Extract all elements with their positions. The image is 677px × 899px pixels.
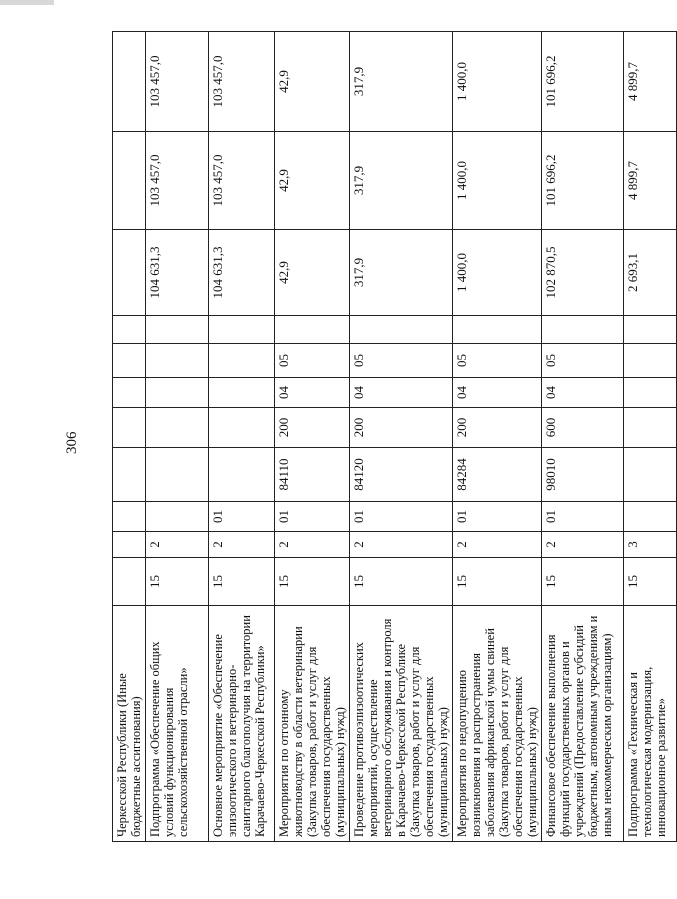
table-row	[453, 32, 542, 842]
expense-type-code	[209, 408, 275, 448]
main-event-code	[624, 502, 677, 532]
table-row	[146, 32, 209, 842]
amount-year-3: 1 400,0	[453, 32, 542, 132]
direction-code: 98010	[542, 448, 624, 502]
table-row	[209, 32, 275, 842]
program-code: 15	[275, 558, 350, 606]
subsection-code: 05	[275, 344, 350, 378]
scan-edge-mark	[0, 0, 54, 5]
extra-code	[542, 316, 624, 344]
subsection-code	[113, 344, 146, 378]
table-row	[350, 32, 453, 842]
section-code	[624, 378, 677, 408]
expense-type-code	[146, 408, 209, 448]
amount-year-3: 103 457,0	[146, 32, 209, 132]
main-event-code: 01	[453, 502, 542, 532]
subprogram-code: 2	[275, 532, 350, 558]
amount-year-2: 4 899,7	[624, 132, 677, 230]
section-code: 04	[542, 378, 624, 408]
extra-code	[453, 316, 542, 344]
subsection-code	[624, 344, 677, 378]
direction-code	[624, 448, 677, 502]
budget-table-frame	[112, 32, 668, 842]
table-row	[542, 32, 624, 842]
amount-year-1: 42,9	[275, 230, 350, 316]
amount-year-1: 2 693,1	[624, 230, 677, 316]
main-event-code: 01	[350, 502, 453, 532]
amount-year-3	[113, 32, 146, 132]
amount-year-3: 101 696,2	[542, 32, 624, 132]
row-name: Подпрограмма «Техническая и технологическая модернизация, инновационное развитие»	[624, 606, 677, 842]
table-row	[624, 32, 677, 842]
amount-year-1: 317,9	[350, 230, 453, 316]
direction-code: 84120	[350, 448, 453, 502]
expense-type-code: 200	[350, 408, 453, 448]
amount-year-3: 4 899,7	[624, 32, 677, 132]
amount-year-2: 103 457,0	[209, 132, 275, 230]
direction-code	[113, 448, 146, 502]
page-number: 306	[64, 431, 80, 454]
main-event-code	[146, 502, 209, 532]
section-code: 04	[350, 378, 453, 408]
extra-code	[146, 316, 209, 344]
main-event-code: 01	[275, 502, 350, 532]
section-code: 04	[275, 378, 350, 408]
expense-type-code: 200	[453, 408, 542, 448]
row-name: Подпрограмма «Обеспечение общих условий функционирования сельскохозяйственной отрасли»	[146, 606, 209, 842]
section-code: 04	[453, 378, 542, 408]
program-code: 15	[624, 558, 677, 606]
main-event-code: 01	[209, 502, 275, 532]
amount-year-1: 102 870,5	[542, 230, 624, 316]
program-code: 15	[146, 558, 209, 606]
direction-code	[146, 448, 209, 502]
amount-year-2	[113, 132, 146, 230]
extra-code	[113, 316, 146, 344]
direction-code: 84110	[275, 448, 350, 502]
amount-year-3: 42,9	[275, 32, 350, 132]
amount-year-2: 317,9	[350, 132, 453, 230]
expense-type-code	[624, 408, 677, 448]
program-code: 15	[542, 558, 624, 606]
amount-year-2: 101 696,2	[542, 132, 624, 230]
subsection-code: 05	[542, 344, 624, 378]
direction-code: 84284	[453, 448, 542, 502]
subsection-code: 05	[350, 344, 453, 378]
subprogram-code: 2	[146, 532, 209, 558]
section-code	[146, 378, 209, 408]
subprogram-code: 2	[542, 532, 624, 558]
amount-year-3: 103 457,0	[209, 32, 275, 132]
amount-year-1: 104 631,3	[209, 230, 275, 316]
section-code	[209, 378, 275, 408]
amount-year-2: 103 457,0	[146, 132, 209, 230]
main-event-code	[113, 502, 146, 532]
program-code: 15	[453, 558, 542, 606]
subprogram-code: 2	[453, 532, 542, 558]
row-name: Мероприятия по отгонному животноводству в области ветеринарии (Закупка товаров, работ и услуг для обеспечения государственных (муниципальных) нужд)	[275, 606, 350, 842]
expense-type-code: 200	[275, 408, 350, 448]
subprogram-code	[113, 532, 146, 558]
subprogram-code: 2	[209, 532, 275, 558]
subsection-code: 05	[453, 344, 542, 378]
subprogram-code: 3	[624, 532, 677, 558]
program-code: 15	[209, 558, 275, 606]
row-name: Финансовое обеспечение выполнения функций государственных органов и учреждений (Предоставление субсидий бюджетным, автономным учреждениям и иным некоммерческим организациям)	[542, 606, 624, 842]
program-code: 15	[350, 558, 453, 606]
budget-table	[112, 31, 677, 842]
table-row	[275, 32, 350, 842]
amount-year-1: 104 631,3	[146, 230, 209, 316]
extra-code	[350, 316, 453, 344]
extra-code	[624, 316, 677, 344]
expense-type-code	[113, 408, 146, 448]
amount-year-2: 42,9	[275, 132, 350, 230]
extra-code	[209, 316, 275, 344]
amount-year-1	[113, 230, 146, 316]
amount-year-2: 1 400,0	[453, 132, 542, 230]
subsection-code	[209, 344, 275, 378]
row-name: Черкесской Республики (Иные бюджетные ассигнования)	[113, 606, 146, 842]
expense-type-code: 600	[542, 408, 624, 448]
program-code	[113, 558, 146, 606]
row-name: Основное мероприятие «Обеспечение эпизоотического и ветеринарно-санитарного благополучия на территории Карачаево-Черкесской Республики»	[209, 606, 275, 842]
subsection-code	[146, 344, 209, 378]
section-code	[113, 378, 146, 408]
direction-code	[209, 448, 275, 502]
table-row	[113, 32, 146, 842]
amount-year-3: 317,9	[350, 32, 453, 132]
subprogram-code: 2	[350, 532, 453, 558]
extra-code	[275, 316, 350, 344]
row-name: Мероприятия по недопущению возникновения и распространения заболевания африканской чумы свиней (Закупка товаров, работ и услуг для обеспечения государственных (муниципальных) нужд)	[453, 606, 542, 842]
amount-year-1: 1 400,0	[453, 230, 542, 316]
main-event-code: 01	[542, 502, 624, 532]
row-name: Проведение противоэпизоотических мероприятий, осуществление ветеринарного обслуживания и контроля в Карачаево-Черкесской Республике (Закупка товаров, работ и услуг для обеспечения государственных (муниципальных) нужд)	[350, 606, 453, 842]
